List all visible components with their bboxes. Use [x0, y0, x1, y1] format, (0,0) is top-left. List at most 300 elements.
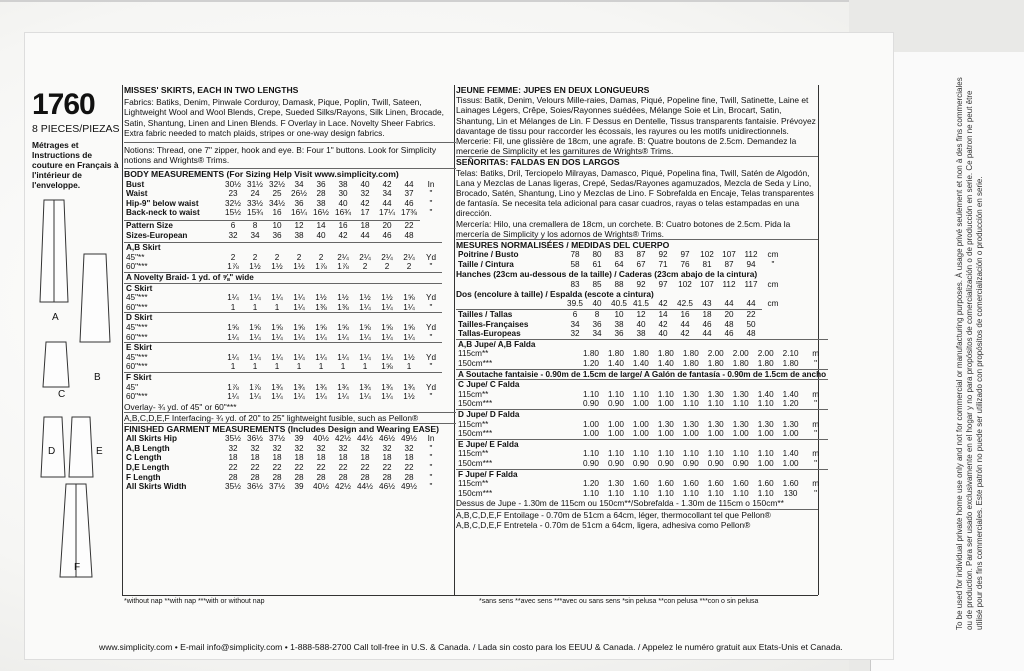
table-cell: 102 — [700, 250, 714, 260]
table-cell: 28 — [360, 472, 370, 482]
table-cell: 41.5 — [633, 299, 649, 309]
table-cell: 32 — [570, 329, 580, 339]
table-cell: 1.10 — [707, 449, 724, 459]
table-cell: 30½ — [225, 179, 241, 189]
table-cell: 8 — [252, 221, 258, 230]
table-cell: 1¼ — [249, 352, 261, 362]
table-cell: 1¼ — [249, 332, 261, 342]
row-label: Pattern Size — [126, 221, 173, 230]
unit-cell: m — [812, 389, 820, 399]
row-label: C Jupe/ C Falda — [456, 380, 828, 390]
table-cell: 1.80 — [632, 349, 649, 359]
table-row — [124, 444, 442, 454]
table-cell: 22 — [404, 463, 414, 473]
table-cell: 1 — [274, 362, 280, 372]
en-title: MISSES' SKIRTS, EACH IN TWO LENGTHS — [124, 85, 299, 95]
table-cell: 42 — [338, 230, 348, 240]
table-cell: 28 — [272, 472, 282, 482]
view-label-d: D — [48, 446, 56, 457]
table-cell: 34½ — [269, 198, 285, 208]
unit-cell: Yd — [425, 322, 436, 332]
table-cell: 40 — [338, 198, 348, 208]
table-row — [124, 303, 442, 313]
table-cell: 1⅝ — [227, 322, 239, 332]
table-cell: 1.20 — [782, 399, 799, 409]
row-label: A,B Skirt — [124, 243, 442, 253]
row-label: A Soutache fantaisie - 0.90m de 1.5cm de large/ A Galón de fantasía - 0.90m de 1.5cm de ancho — [458, 369, 827, 379]
row-label: A Novelty Braid- 1 yd. of ⅝" wide — [124, 272, 442, 283]
table-cell: 1.80 — [682, 349, 699, 359]
table-cell: 1.60 — [707, 479, 724, 489]
unit-cell: " — [429, 482, 433, 492]
table-cell: 1¼ — [227, 392, 239, 402]
table-cell: 1.80 — [657, 349, 674, 359]
width-label: 115cm** — [458, 449, 489, 459]
table-cell: 1.10 — [757, 399, 774, 409]
table-cell: 1¾ — [381, 382, 393, 392]
table-cell: 97 — [680, 250, 690, 260]
fr-tissus: Tissus: Batik, Denim, Velours Mille-raies, Damas, Piqué, Popeline fine, Twill, Satinette, Laine et Lainages Légers, Crêpe, Soies/Rayonnes suédées, Mélange Soie et Lin, Brocart, Satin, Shantung, Lin et Mélanges de Lin. F Dessus en Dentelle, Tissus transparents fantaisie. Prévoyez davantage de tissu pour raccorder les écossais, les rayures ou les motifs unidirectionnels. — [456, 95, 816, 136]
table-cell: 1.40 — [782, 389, 799, 399]
table-cell: 1¼ — [249, 392, 261, 402]
table-cell: 14 — [658, 310, 668, 320]
table-cell: 23 — [228, 189, 238, 199]
table-cell: 1¼ — [359, 332, 371, 342]
table-cell: 81 — [702, 259, 712, 269]
en-fabrics: Fabrics: Batiks, Denim, Pinwale Corduroy, Damask, Pique, Poplin, Twill, Sateen, Lightweight Wool and Wool Blends, Crepe, Sueded Silks/Rayons, Silk Linen, Brocade, Satin, Shantung, Linen and Linen Blends. F Overlay in Lace. Novelty Sheer Fabrics. Extra fabric needed to match plaids, stripes or one-way design fabrics. — [124, 97, 444, 138]
table-cell: 28 — [316, 472, 326, 482]
table-cell: 94 — [746, 259, 756, 269]
row-label: Waist — [126, 189, 148, 199]
table-row — [124, 473, 442, 483]
table-cell: 8 — [594, 310, 600, 320]
fr-hanches-label: Hanches (23cm au-dessous de la taille) / Caderas (23cm abajo de la cintura) — [456, 269, 758, 280]
table-cell: 42½ — [335, 482, 351, 492]
table-cell: 28 — [382, 472, 392, 482]
table-cell: 1½ — [271, 262, 283, 272]
table-cell: 39 — [294, 434, 304, 444]
table-cell: 2 — [384, 262, 390, 272]
unit-cell: " — [429, 302, 433, 312]
table-cell: 1.60 — [632, 479, 649, 489]
table-cell: 32 — [404, 443, 414, 453]
table-cell: 1¼ — [381, 332, 393, 342]
row-label: Tailles-Françaises — [458, 319, 529, 329]
table-cell: 32 — [382, 443, 392, 453]
table-cell: 1⅝ — [315, 322, 327, 332]
unit-cell: " — [429, 392, 433, 402]
table-cell: 16¾ — [335, 208, 351, 218]
en-finished-table — [124, 434, 442, 492]
table-cell: 34 — [570, 319, 580, 329]
unit-cell: " — [429, 472, 433, 482]
table-cell: 1½ — [337, 293, 349, 303]
table-cell: 44 — [724, 299, 734, 309]
table-cell: 46½ — [379, 434, 395, 444]
table-cell: 1.80 — [607, 349, 624, 359]
table-cell: 1½ — [381, 293, 393, 303]
table-cell: 1.10 — [707, 488, 724, 498]
table-cell: 49½ — [401, 434, 417, 444]
table-cell: 1.60 — [682, 479, 699, 489]
table-cell: 76 — [680, 259, 690, 269]
table-cell: 1 — [340, 362, 346, 372]
table-cell: 1.10 — [607, 488, 624, 498]
table-cell: 1.30 — [682, 419, 699, 429]
es-merceria: Mercería: Hilo, una cremallera de 18cm, un corchete. B: Cuatro botones de 2.5cm. Pida la mercería de Simplicity y los adornos de Wrights® Trims. — [456, 218, 791, 239]
table-cell: 36 — [316, 179, 326, 189]
table-cell: 18 — [228, 453, 238, 463]
table-cell: 17⅜ — [401, 208, 417, 218]
table-cell: 28 — [338, 472, 348, 482]
table-cell: 18 — [360, 221, 370, 230]
table-cell: 1⅝ — [337, 322, 349, 332]
table-cell: 1.30 — [657, 419, 674, 429]
table-cell: 42 — [360, 198, 370, 208]
table-row — [456, 479, 828, 489]
table-cell: 46 — [702, 319, 712, 329]
table-cell: 1.10 — [657, 488, 674, 498]
table-cell: 50 — [746, 319, 756, 329]
unit-cell: " — [429, 208, 433, 218]
table-cell: 1 — [406, 362, 412, 372]
table-cell: 1.10 — [583, 389, 599, 399]
unit-cell: " — [429, 362, 433, 372]
row-label: F Length — [126, 472, 161, 482]
table-row — [456, 359, 828, 369]
table-row — [124, 333, 442, 343]
table-cell: 1⅝ — [403, 322, 415, 332]
unit-cell: " — [814, 429, 818, 439]
table-cell: 1¾ — [403, 382, 415, 392]
table-cell: 1 — [252, 302, 258, 312]
width-label: 60"*** — [126, 262, 148, 272]
table-cell: 1.00 — [782, 458, 799, 468]
table-cell: 1.30 — [732, 419, 749, 429]
table-cell: 0.90 — [707, 458, 724, 468]
table-row — [456, 489, 828, 499]
en-interfacing: A,B,C,D,E,F Interfacing- ¾ yd. of 20" to 25" lightweight fusible, such as Pellon® — [124, 412, 456, 423]
table-row — [124, 343, 442, 353]
row-label — [456, 299, 564, 309]
table-cell: 31½ — [247, 179, 263, 189]
unit-cell: Yd — [425, 252, 436, 262]
table-cell: 32 — [250, 443, 260, 453]
table-cell: 1¼ — [359, 352, 371, 362]
table-cell: 117 — [744, 279, 758, 289]
sketch-b — [80, 254, 110, 342]
table-cell: 1¾ — [271, 382, 283, 392]
unit-cell: m — [812, 419, 820, 429]
table-cell: 1.10 — [707, 399, 724, 409]
row-label: Hip-9" below waist — [126, 198, 199, 208]
unit-cell: m — [812, 349, 820, 359]
table-cell: 38 — [316, 198, 326, 208]
table-row — [124, 283, 442, 293]
table-cell: 39.5 — [567, 299, 583, 309]
table-cell: 92 — [636, 279, 646, 289]
table-cell: 2 — [406, 262, 412, 272]
table-cell: 1.10 — [632, 389, 649, 399]
table-cell: 1⅝ — [249, 322, 261, 332]
table-row — [124, 482, 442, 492]
fr-footnotes: *sans sens **avec sens ***avec ou sans sens *sin pelusa **con pelusa ***con o sin pelusa — [479, 598, 759, 605]
table-cell: 39 — [294, 482, 304, 492]
table-cell: 1⅝ — [271, 322, 283, 332]
divider-left — [122, 85, 123, 595]
table-cell: 1.30 — [682, 389, 699, 399]
table-cell: 1¼ — [293, 352, 305, 362]
table-cell: 38 — [614, 319, 624, 329]
unit-cell: " — [429, 443, 433, 453]
table-cell: 48 — [724, 319, 734, 329]
table-cell: 1½ — [249, 262, 261, 272]
table-cell: 22 — [746, 310, 756, 320]
table-cell: 32 — [294, 443, 304, 453]
row-label: E Jupe/ E Falda — [456, 439, 828, 449]
table-cell: 22 — [404, 221, 414, 230]
row-label: C Skirt — [124, 283, 442, 293]
table-cell: 18 — [250, 453, 260, 463]
table-cell: 40.5 — [611, 299, 627, 309]
table-cell: 25 — [272, 189, 282, 199]
table-cell: 1¼ — [381, 352, 393, 362]
table-cell: 2¼ — [403, 252, 415, 262]
table-cell: 1⅝ — [359, 322, 371, 332]
table-row — [124, 353, 442, 363]
divider-bottom — [122, 595, 818, 596]
row-label: Bust — [126, 179, 145, 189]
table-cell: 34 — [294, 179, 304, 189]
table-cell: 1.00 — [757, 429, 774, 439]
table-cell: 18 — [338, 453, 348, 463]
table-cell: 2.00 — [707, 349, 724, 359]
table-cell: 1⅜ — [315, 302, 327, 312]
table-cell: 40 — [360, 179, 370, 189]
table-cell: 107 — [700, 279, 714, 289]
table-cell: 38 — [294, 230, 304, 240]
table-cell: 16 — [680, 310, 690, 320]
table-cell: 1.40 — [607, 359, 624, 368]
table-cell: 71 — [658, 259, 668, 269]
table-row — [456, 380, 828, 390]
table-cell: 1½ — [315, 293, 327, 303]
table-cell: 34 — [592, 329, 602, 339]
table-cell: 1 — [230, 302, 236, 312]
table-cell: 33½ — [247, 198, 263, 208]
table-cell: 1.20 — [583, 359, 599, 368]
table-cell: 43 — [702, 299, 712, 309]
width-label: 150cm*** — [458, 429, 493, 439]
table-cell: 42.5 — [677, 299, 693, 309]
table-cell: 1 — [362, 362, 368, 372]
table-cell: 2.00 — [732, 349, 749, 359]
table-row — [124, 208, 442, 218]
table-cell: 1¼ — [227, 352, 239, 362]
table-cell: 1¼ — [315, 332, 327, 342]
table-cell: 16¼ — [291, 208, 307, 218]
width-label: 150cm*** — [458, 359, 493, 368]
unit-cell: " — [429, 453, 433, 463]
table-cell: 64 — [614, 259, 624, 269]
table-cell: 1⅞ — [315, 262, 327, 272]
row-label: Poitrine / Busto — [458, 250, 519, 260]
table-row — [124, 463, 442, 473]
sketch-c — [43, 342, 69, 387]
table-cell: 112 — [744, 250, 758, 260]
es-title: SEÑORITAS: FALDAS EN DOS LARGOS — [456, 156, 818, 167]
table-cell: 16 — [338, 221, 348, 230]
table-cell: 44½ — [357, 482, 373, 492]
fr-mercerie: Mercerie: Fil, une glissière de 18cm, une agrafe. B: Quatre boutons de 2.5cm. Demandez la mercerie de Simplicity et les garnitures de Wrights® Trims. — [456, 136, 797, 157]
table-cell: 1.30 — [782, 419, 799, 429]
table-cell: 16½ — [313, 208, 329, 218]
table-cell: 1.00 — [632, 399, 649, 409]
table-cell: 85 — [592, 279, 602, 289]
table-row — [124, 189, 442, 199]
table-cell: 1⅞ — [337, 262, 349, 272]
fr-dos-label: Dos (encolure à taille) / Espalda (escote a cintura) — [456, 289, 654, 300]
table-cell: 28 — [228, 472, 238, 482]
table-row — [456, 349, 828, 359]
table-cell: 46½ — [379, 482, 395, 492]
fr-hanches-table — [456, 280, 784, 290]
table-cell: 1.30 — [732, 389, 749, 399]
table-cell: 1½ — [359, 293, 371, 303]
table-cell: 1.30 — [707, 389, 724, 399]
table-row — [456, 390, 828, 400]
table-cell: 97 — [658, 279, 668, 289]
table-row — [124, 253, 442, 263]
table-cell: 1.00 — [732, 429, 749, 439]
table-row — [124, 293, 442, 303]
table-cell: 32 — [360, 189, 370, 199]
table-cell: 28 — [316, 189, 326, 199]
table-cell: 102 — [678, 279, 692, 289]
table-cell: 1⅜ — [337, 302, 349, 312]
table-row — [456, 459, 828, 469]
table-row — [456, 339, 828, 349]
es-telas: Telas: Batiks, Dril, Terciopelo Milrayas, Damasco, Piqué, Popelina fina, Twill, Satén de Algodón, Lana y Mezclas de Lanas ligeras, Crepé, Sedas/Rayones agamuzados, Mezcla de Seda y Lino, Brocado, Satén, Shantung, Lino y Mezclas de Lino. F Sobrefalda en Encaje, Telas transparentes de fantasía. Se necesita tela adicional para casar cuadros, rayas o telas estampadas en una dirección. — [456, 167, 814, 219]
row-label: All Skirts Hip — [126, 434, 177, 444]
table-cell: 32 — [360, 443, 370, 453]
table-cell: 15½ — [225, 208, 241, 218]
table-cell: 1.00 — [657, 399, 674, 409]
table-cell: 87 — [724, 259, 734, 269]
table-cell: 1⅞ — [249, 382, 261, 392]
fr-dos-table — [456, 299, 784, 309]
table-cell: 2¼ — [337, 252, 349, 262]
unit-cell: " — [429, 189, 433, 199]
table-cell: 32 — [228, 443, 238, 453]
table-cell: 1.10 — [757, 449, 774, 459]
pattern-info-panel — [24, 32, 894, 660]
table-row — [124, 323, 442, 333]
row-label: Back-neck to waist — [126, 208, 200, 218]
table-cell: 42 — [680, 329, 690, 339]
table-row — [456, 399, 828, 409]
unit-cell: " — [814, 359, 818, 368]
table-cell: 18 — [702, 310, 712, 320]
row-label: A,B Length — [126, 443, 170, 453]
table-cell: 18 — [404, 453, 414, 463]
table-cell: 2 — [296, 252, 302, 262]
es-entretela: A,B,C,D,E,F Entretela - 0.70m de 51cm a 64cm, ligera, adhesiva como Pellon® — [456, 519, 751, 530]
table-row — [456, 329, 762, 339]
table-cell: 22 — [228, 463, 238, 473]
width-label: 150cm*** — [458, 399, 493, 409]
table-row — [456, 369, 828, 380]
table-cell: 1.30 — [707, 419, 724, 429]
table-cell: 1.10 — [657, 389, 674, 399]
table-cell: 6 — [572, 310, 578, 320]
table-cell: 44 — [680, 319, 690, 329]
table-cell: 18 — [272, 453, 282, 463]
table-cell: 1.30 — [757, 419, 774, 429]
width-label: 45"** — [126, 252, 145, 262]
table-cell: 1.00 — [583, 429, 599, 439]
table-cell: 1.10 — [607, 449, 624, 459]
table-row — [456, 310, 762, 320]
table-cell: 10 — [614, 310, 624, 320]
en-finished-header: FINISHED GARMENT MEASUREMENTS (Includes Design and Wearing EASE) — [124, 423, 456, 434]
row-label: F Jupe/ F Falda — [456, 469, 828, 479]
table-row — [456, 449, 828, 459]
unit-cell: cm — [767, 299, 779, 309]
table-cell: 22 — [338, 463, 348, 473]
table-cell: 1.80 — [707, 359, 724, 368]
table-row — [456, 439, 828, 449]
table-cell: 24 — [250, 189, 260, 199]
table-cell: 1¾ — [337, 382, 349, 392]
table-cell: 1¼ — [271, 293, 283, 303]
table-cell: 32 — [228, 230, 238, 240]
en-notions: Notions: Thread, one 7" zipper, hook and eye. B: Four 1" buttons. Look for Simplicity notions and Wrights® Trims. — [124, 142, 456, 165]
table-cell: 1¼ — [337, 392, 349, 402]
table-cell: 28 — [294, 472, 304, 482]
table-cell: 32½ — [225, 198, 241, 208]
table-cell: 40 — [658, 329, 668, 339]
en-footnotes: *without nap **with nap ***with or without nap — [124, 598, 265, 605]
table-cell: 1.10 — [757, 488, 774, 498]
table-cell: 1.40 — [757, 389, 774, 399]
table-cell: 1.00 — [757, 458, 774, 468]
table-row — [456, 260, 784, 270]
unit-cell: Yd — [425, 382, 436, 392]
table-cell: 1.10 — [682, 488, 699, 498]
table-cell: 1.80 — [583, 349, 599, 359]
table-cell: 10 — [272, 221, 282, 230]
table-cell: 1.00 — [632, 429, 649, 439]
table-cell: 1.00 — [632, 419, 649, 429]
width-label: 45"*** — [126, 352, 148, 362]
table-cell: 112 — [722, 279, 736, 289]
table-cell: 32 — [316, 443, 326, 453]
table-row — [456, 280, 784, 290]
table-cell: 80 — [592, 250, 602, 260]
table-row — [456, 409, 828, 419]
table-cell: 1¼ — [249, 293, 261, 303]
table-cell: 2¼ — [359, 252, 371, 262]
unit-cell: " — [771, 259, 775, 269]
fr-measure-table — [456, 250, 784, 269]
table-cell: 42½ — [335, 434, 351, 444]
row-label: All Skirts Width — [126, 482, 187, 492]
table-cell: 1.40 — [632, 359, 649, 368]
table-cell: 0.90 — [732, 458, 749, 468]
width-label: 45" — [126, 382, 139, 392]
table-cell: 2 — [274, 252, 280, 262]
